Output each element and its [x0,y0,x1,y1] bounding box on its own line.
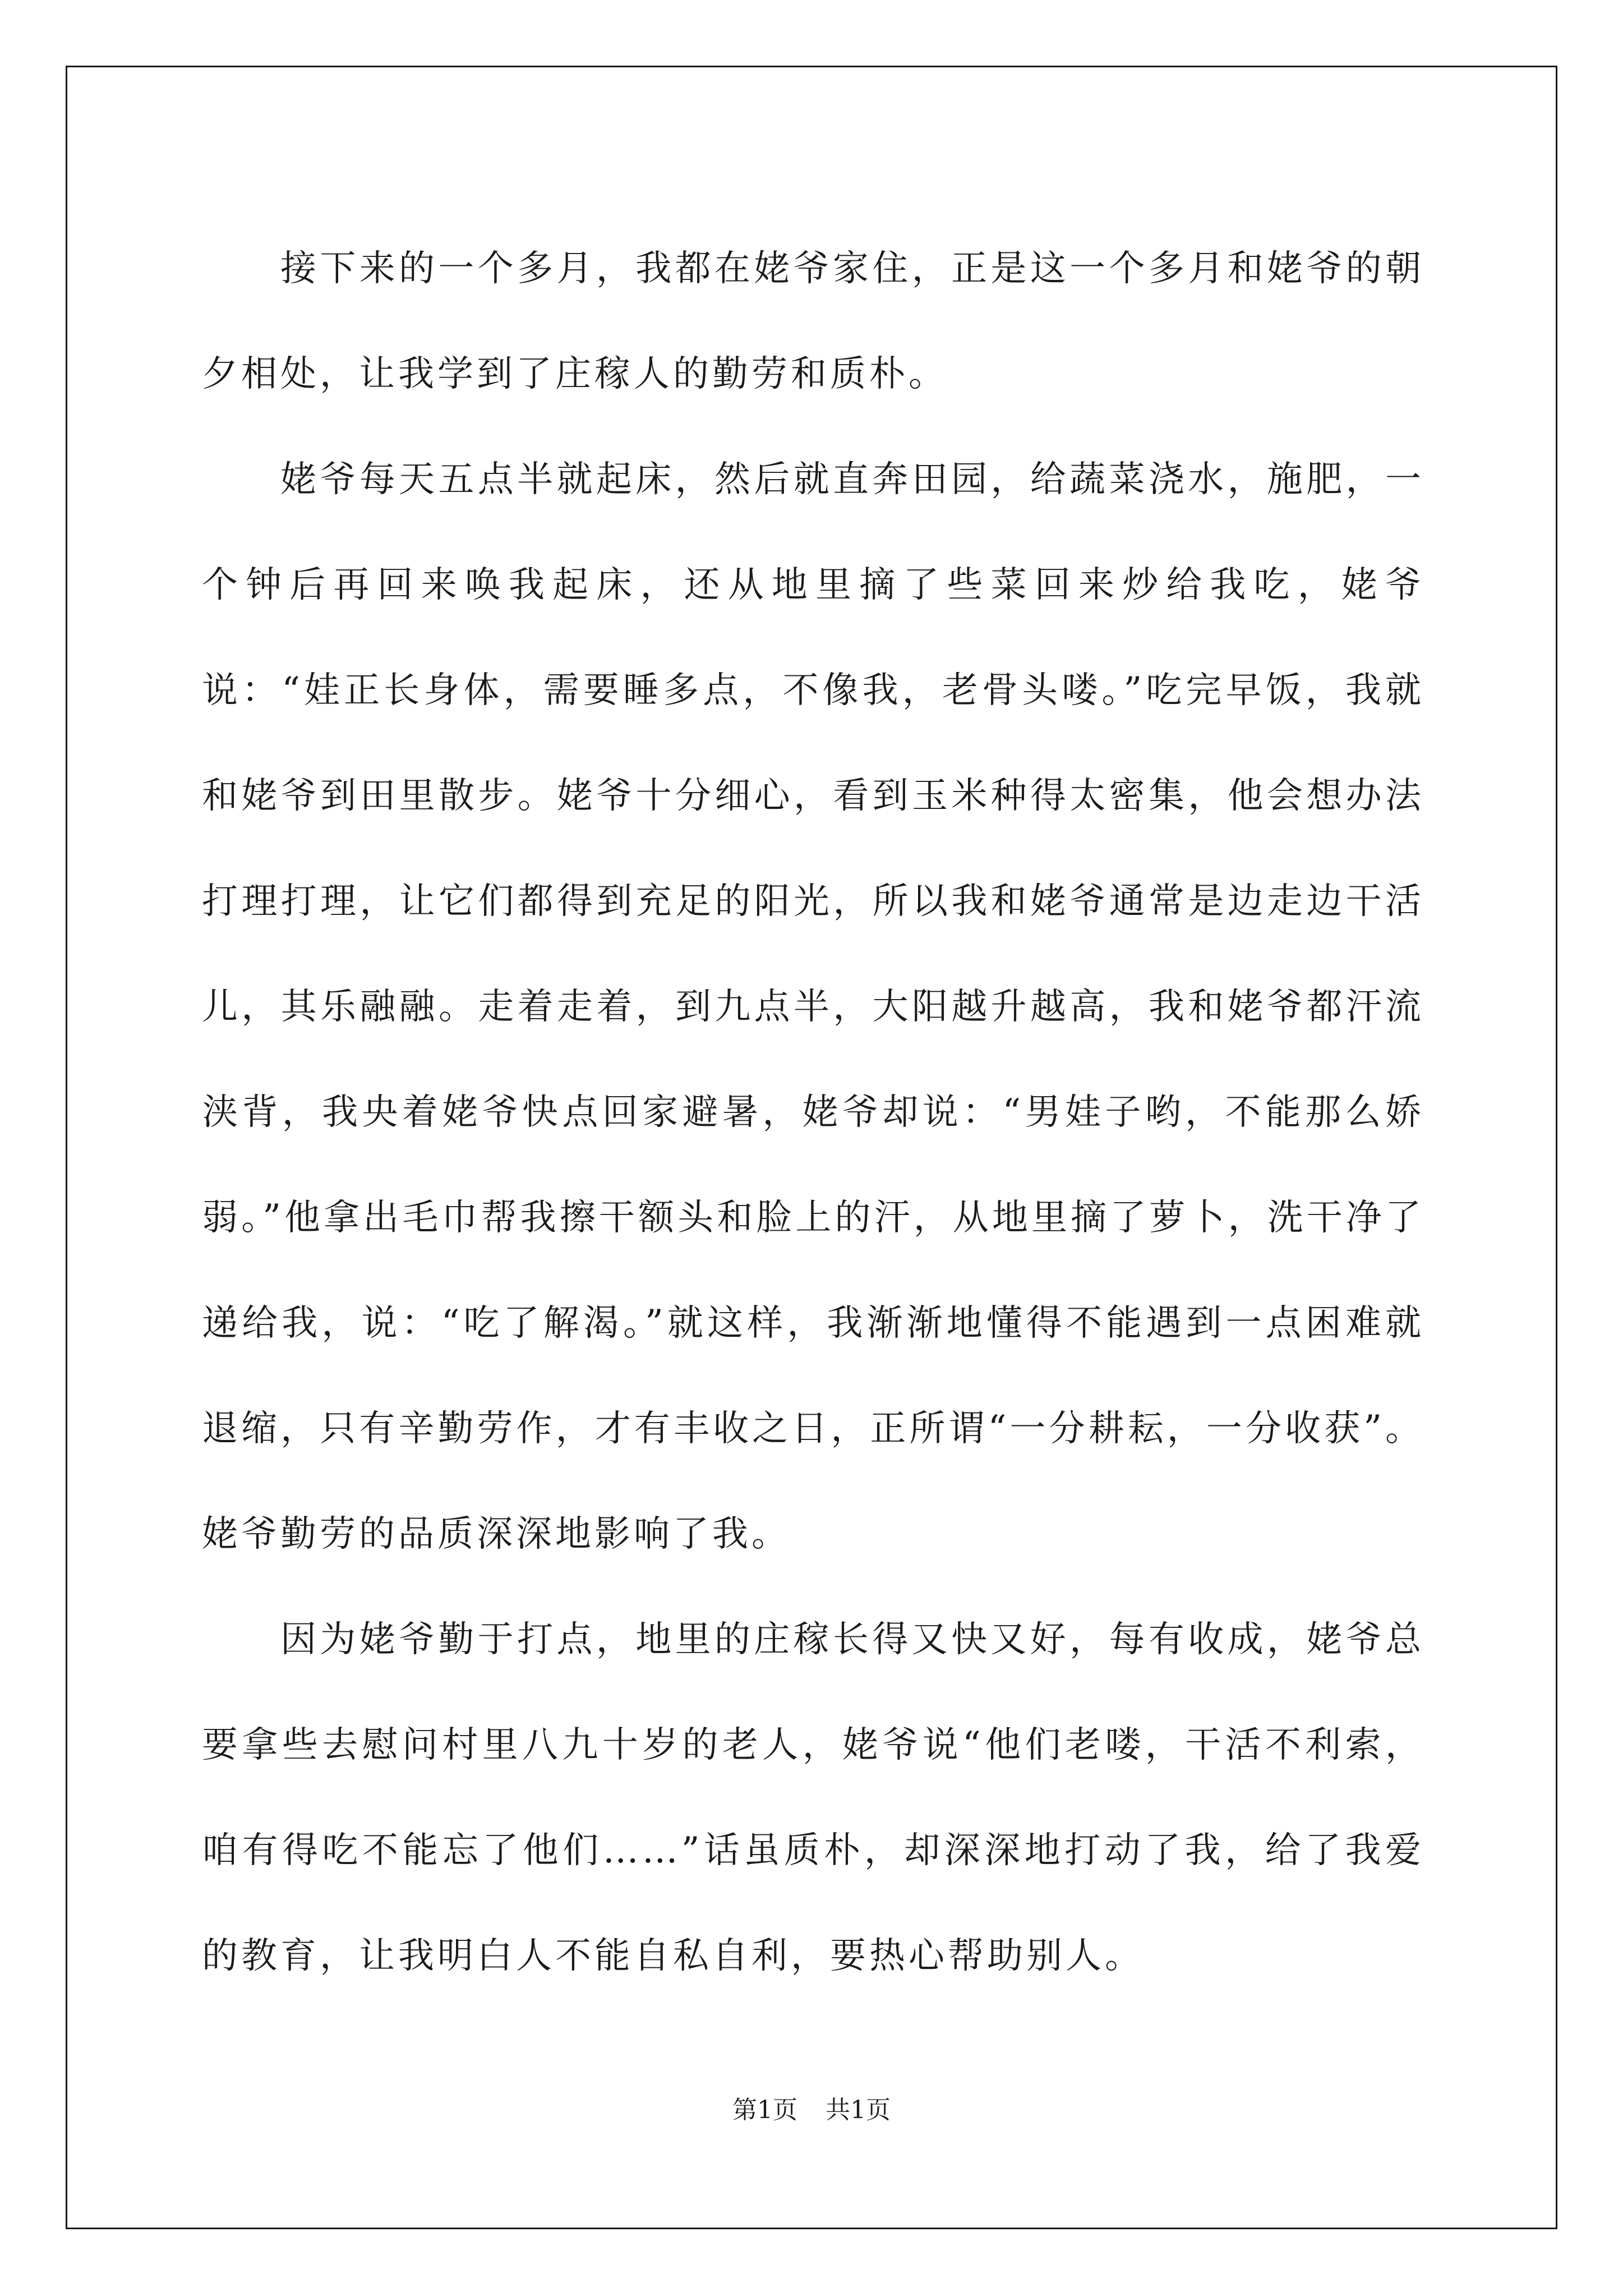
paragraph-1: 接下来的一个多月，我都在姥爷家住，正是这一个多月和姥爷的朝夕相处，让我学到了庄稼人的勤劳和质朴。 [202,248,1424,395]
page-number-total: 共1页 [826,2096,891,2124]
page-footer [0,2090,1623,2125]
paragraph-3: 因为姥爷勤于打点，地里的庄稼长得又快又好，每有收成，姥爷总要拿些去慰问村里八九十岁的老人，姥爷说“他们老喽，干活不利索，咱有得吃不能忘了他们……”话虽质朴，却深深地打动了我，给了我爱的教育，让我明白人不能自私自利，要热心帮助别人。 [202,1619,1424,1977]
paragraph-2: 姥爷每天五点半就起床，然后就直奔田园，给蔬菜浇水，施肥，一个钟后再回来唤我起床，还从地里摘了些菜回来炒给我吃，姥爷说：“娃正长身体，需要睡多点，不像我，老骨头喽。”吃完早饭，我就和姥爷到田里散步。姥爷十分细心，看到玉米种得太密集，他会想办法打理打理，让它们都得到充足的阳光，所以我和姥爷通常是边走边干活儿，其乐融融。走着走着，到九点半，大阳越升越高，我和姥爷都汗流浃背，我央着姥爷快点回家避暑，姥爷却说：“男娃子哟，不能那么娇弱。”他拿出毛巾帮我擦干额头和脸上的汗，从地里摘了萝卜，洗干净了递给我，说：“吃了解渴。”就这样，我渐渐地懂得不能遇到一点困难就退缩，只有辛勤劳作，才有丰收之日，正所谓“一分耕耘，一分收获”。姥爷勤劳的品质深深地影响了我。 [202,459,1424,1555]
document-body [202,216,1424,2009]
page-number-current: 第1页 [732,2096,797,2124]
